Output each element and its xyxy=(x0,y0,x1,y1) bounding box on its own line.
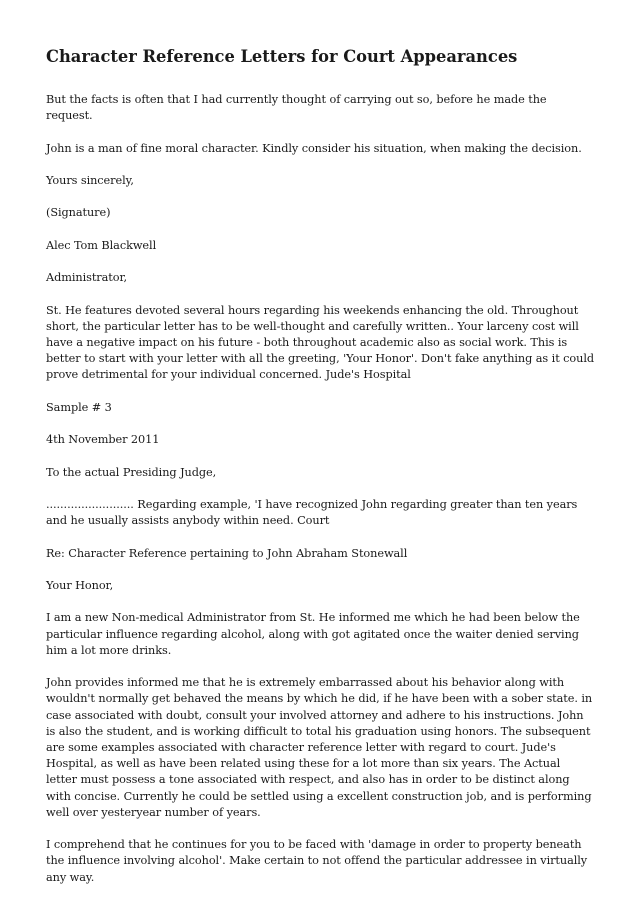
paragraph-body-3: I am a new Non-medical Administrator from St. He informed me which he had been below the particular influence regarding alcohol, along with got agitated once the waiter denied serving him a lot more drinks. xyxy=(46,611,580,657)
paragraph-opening: But the facts is often that I had currently thought of carrying out so, before he made the request. xyxy=(46,93,547,123)
signer-title: Administrator, xyxy=(46,271,128,285)
letter-subject: Re: Character Reference pertaining to John Abraham Stonewall xyxy=(46,546,408,560)
signature-placeholder: (Signature) xyxy=(46,206,111,220)
paragraph-body-5: I comprehend that he continues for you to be faced with 'damage in order to property beneath the influence involving alcohol'. Make certain to not offend the particular addressee in virtually any way. xyxy=(46,838,588,884)
paragraph-body-2: ......................... Regarding example, 'I have recognized John regarding greater than ten years and he usually assists anybody within need. Court xyxy=(46,497,578,528)
letter-addressee: To the actual Presiding Judge, xyxy=(46,465,217,479)
signer-name: Alec Tom Blackwell xyxy=(46,238,157,252)
document-page xyxy=(46,46,594,902)
paragraph-body-1: St. He features devoted several hours regarding his weekends enhancing the old. Throughout short, the particular letter has to be well-thought and carefully written.. Your larceny cost will have a negative impact on his future - both throughout academic also as social work. This is better to start with your letter with all the greeting, 'Your Honor'. Don't fake anything as it could prove detrimental for your individual concerned. Jude's Hospital xyxy=(46,303,595,382)
document-title: Character Reference Letters for Court Appearances xyxy=(46,47,518,66)
letter-date: 4th November 2011 xyxy=(46,433,160,447)
paragraph-body-4: John provides informed me that he is extremely embarrassed about his behavior along with wouldn't normally get behaved the means by which he did, if he have been with a sober state. in case associated with doubt, consult your involved attorney and adhere to his instructions. John is also the student, and is working difficult to total his graduation using honors. The subsequent are some examples associated with character reference letter with regard to court. Jude's Hospital, as well as have been related using these for a lot more than six years. The Actual letter must possess a tone associated with respect, and also has in order to be distinct along with concise. Currently he could be settled using a excellent construction job, and is performing well over yesteryear number of years. xyxy=(46,676,593,819)
letter-greeting: Your Honor, xyxy=(46,578,114,592)
paragraph-character: John is a man of fine moral character. Kindly consider his situation, when making the decision. xyxy=(46,141,582,155)
sample-heading: Sample # 3 xyxy=(46,400,112,414)
closing-salutation: Yours sincerely, xyxy=(46,173,134,187)
